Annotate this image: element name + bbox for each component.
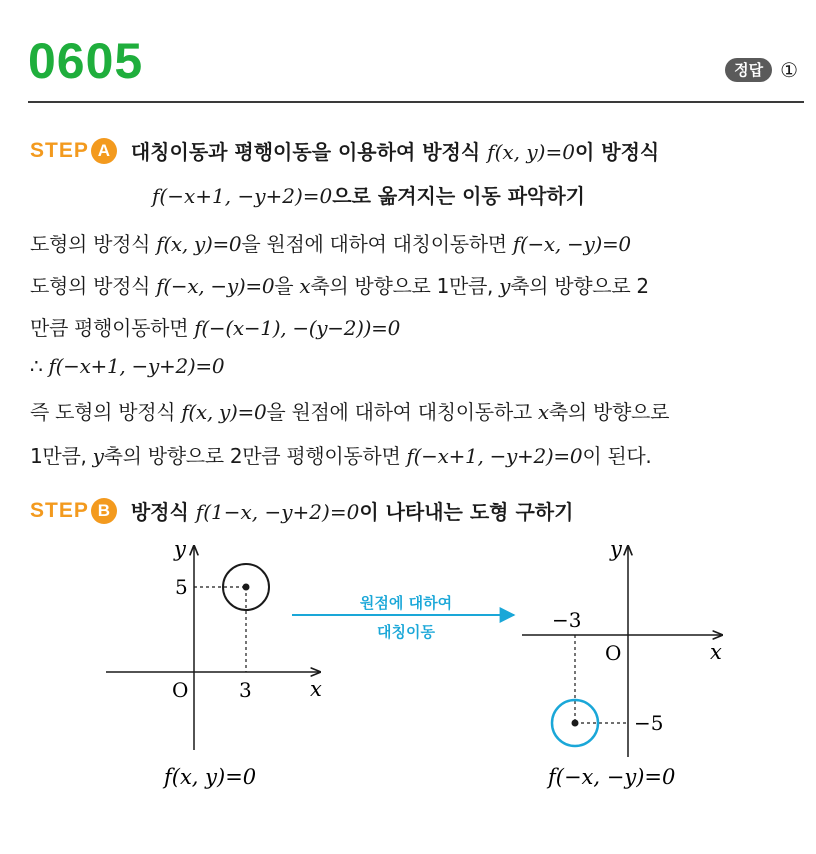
step-a-title-math: f(x, y)=0	[487, 140, 575, 164]
math-segment: f(x, y)=0	[181, 400, 267, 424]
step-b-title	[131, 496, 574, 525]
header-divider	[28, 101, 804, 103]
text-segment: 축의 방향으로 2만큼 평행이동하면	[103, 444, 401, 468]
step-a-title-text: 대칭이동과 평행이동을 이용하여 방정식	[130, 140, 481, 164]
graph-left	[106, 537, 322, 789]
equation-left: f(x, y)=0	[164, 765, 257, 789]
math-segment: y	[92, 444, 104, 468]
text-segment: 방정식	[130, 500, 189, 524]
text-segment: 도형의 방정식	[30, 232, 151, 256]
math-segment: f(−x, −y)=0	[512, 232, 631, 256]
graph-right	[522, 537, 722, 789]
x-axis-label: x	[710, 640, 722, 664]
step-a-title-line2	[152, 180, 585, 209]
text-segment: 도형의 방정식	[30, 274, 151, 298]
body-line-3	[30, 312, 400, 341]
text-segment: 1만큼,	[30, 444, 87, 468]
body-line-1	[30, 228, 631, 257]
step-b-heading	[30, 496, 573, 525]
text-segment: 이 된다.	[582, 444, 652, 468]
body-line-4	[30, 354, 224, 378]
tick-x-label: −3	[552, 608, 582, 632]
math-segment: x	[299, 274, 311, 298]
text-segment: 축의 방향으로 2	[510, 274, 649, 298]
center-point	[572, 720, 579, 727]
center-point	[243, 584, 250, 591]
arrow-label-bottom: 대칭이동	[377, 623, 435, 641]
text-segment: 축의 방향으로	[548, 400, 670, 424]
y-axis-label: y	[610, 537, 622, 561]
origin-label: O	[605, 641, 622, 665]
text-segment: 만큼 평행이동하면	[30, 316, 189, 340]
body-line-6	[30, 440, 652, 469]
step-a-line2-end: 으로 옮겨지는 이동 파악하기	[332, 184, 585, 208]
answer-value: ①	[780, 58, 798, 82]
text-segment: 을	[274, 274, 294, 298]
x-axis-label: x	[310, 677, 322, 701]
step-a-title	[131, 136, 659, 165]
math-segment: f(−(x−1), −(y−2))=0	[194, 316, 401, 340]
text-segment: 을 원점에 대하여 대칭이동하고	[266, 400, 532, 424]
step-a-label: STEP	[30, 138, 89, 162]
y-axis-label: y	[174, 537, 186, 561]
circle-transformed	[552, 700, 598, 746]
math-segment: f(−x+1, −y+2)=0	[48, 354, 225, 378]
step-a-heading	[30, 136, 659, 165]
tick-x-label: 3	[239, 678, 252, 702]
therefore-symbol: ∴	[30, 354, 43, 378]
step-b-label: STEP	[30, 498, 89, 522]
math-segment: f(−x, −y)=0	[156, 274, 275, 298]
math-segment: f(x, y)=0	[156, 232, 242, 256]
equation-right: f(−x, −y)=0	[548, 765, 676, 789]
problem-number: 0605	[28, 33, 144, 89]
answer-area	[725, 58, 798, 82]
step-a-title-end: 이 방정식	[574, 140, 660, 164]
body-line-2	[30, 270, 649, 299]
transform-arrow	[292, 594, 514, 641]
math-segment: x	[537, 400, 549, 424]
circle-original	[223, 564, 269, 610]
tick-y-label: −5	[634, 711, 664, 735]
text-segment: 즉 도형의 방정식	[30, 400, 176, 424]
origin-label: O	[172, 678, 189, 702]
body-line-5	[30, 396, 669, 425]
text-segment: 을 원점에 대하여 대칭이동하면	[241, 232, 507, 256]
arrow-label-top: 원점에 대하여	[359, 594, 453, 612]
step-a-line2-math: f(−x+1, −y+2)=0	[152, 184, 333, 208]
step-a-letter: A	[91, 138, 117, 164]
answer-badge: 정답	[725, 58, 772, 82]
math-segment: y	[499, 274, 511, 298]
text-segment: 축의 방향으로 1만큼,	[310, 274, 494, 298]
tick-y-label: 5	[175, 575, 188, 599]
math-segment: f(−x+1, −y+2)=0	[406, 444, 583, 468]
step-b-letter: B	[91, 498, 117, 524]
text-segment: 이 나타내는 도형 구하기	[359, 500, 574, 524]
math-segment: f(1−x, −y+2)=0	[195, 500, 360, 524]
